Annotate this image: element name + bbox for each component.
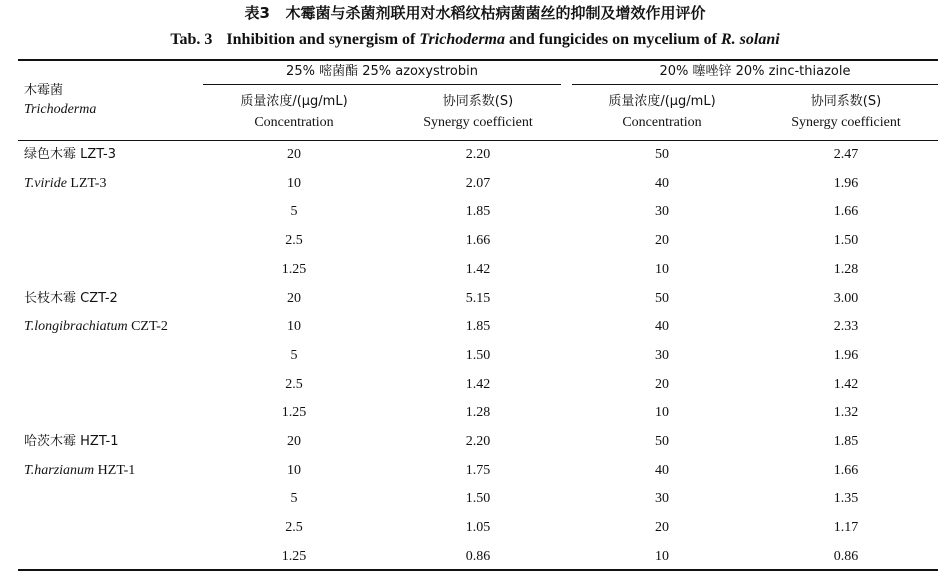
group-b-underline [572,84,938,85]
table-bottom-rule [18,569,938,571]
cell-azoxystrobin-concentration: 10 [287,319,301,334]
cell-azoxystrobin-concentration: 1.25 [281,405,307,420]
caption-en-italic-1: Trichoderma [419,31,505,48]
group-a-underline [203,84,561,85]
cell-zinc-thiazole-concentration: 50 [655,434,669,449]
cell-azoxystrobin-synergy: 2.07 [465,176,491,191]
cell-zinc-thiazole-concentration: 40 [655,176,669,191]
cell-azoxystrobin-synergy: 1.05 [465,520,491,535]
cell-azoxystrobin-concentration: 5 [290,348,298,363]
subhead-a-conc-cn: 质量浓度/(μg/mL) [240,94,348,109]
cell-azoxystrobin-concentration: 2.5 [285,377,303,392]
cell-zinc-thiazole-synergy: 3.00 [833,291,859,306]
cell-azoxystrobin-concentration: 2.5 [285,233,303,248]
caption-en-text-2: and fungicides on mycelium of [504,31,721,48]
cell-azoxystrobin-synergy: 0.86 [465,549,491,564]
caption-cn-label: 表3 [244,4,270,22]
subhead-a-syn-en: Synergy coefficient [423,115,533,130]
cell-azoxystrobin-synergy: 1.50 [465,348,491,363]
cell-azoxystrobin-concentration: 5 [290,491,298,506]
cell-zinc-thiazole-synergy: 1.66 [833,463,859,478]
cell-zinc-thiazole-concentration: 30 [655,348,669,363]
cell-zinc-thiazole-concentration: 50 [655,147,669,162]
cell-zinc-thiazole-synergy: 1.42 [833,377,859,392]
cell-azoxystrobin-synergy: 1.85 [465,204,491,219]
caption-cn-text: 木霉菌与杀菌剂联用对水稻纹枯病菌菌丝的抑制及增效作用评价 [285,4,706,22]
row-label: 哈茨木霉 HZT-1 [24,434,119,449]
row-label-strain: HZT-1 [94,463,136,478]
row-label-species: T.harzianum [24,463,95,478]
cell-azoxystrobin-concentration: 20 [287,291,301,306]
caption-en-italic-2: R. solani [721,31,780,48]
cell-azoxystrobin-synergy: 1.42 [465,377,491,392]
cell-zinc-thiazole-concentration: 20 [655,377,669,392]
cell-azoxystrobin-concentration: 10 [287,176,301,191]
cell-zinc-thiazole-concentration: 10 [655,405,669,420]
cell-zinc-thiazole-concentration: 20 [655,233,669,248]
cell-zinc-thiazole-synergy: 1.66 [833,204,859,219]
cell-zinc-thiazole-synergy: 1.85 [833,434,859,449]
group-head-azoxystrobin: 25% 嘧菌酯 25% azoxystrobin [286,64,478,79]
cell-zinc-thiazole-synergy: 1.50 [833,233,859,248]
cell-azoxystrobin-concentration: 10 [287,463,301,478]
row-header-en: Trichoderma [24,102,97,117]
cell-azoxystrobin-synergy: 1.66 [465,233,491,248]
subhead-a-conc-en: Concentration [254,115,334,130]
table-top-rule [18,59,938,61]
cell-zinc-thiazole-synergy: 1.96 [833,348,859,363]
row-header-cn: 木霉菌 [24,83,64,98]
header-bottom-rule [18,140,938,141]
cell-azoxystrobin-concentration: 1.25 [281,262,307,277]
subhead-b-syn-en: Synergy coefficient [791,115,901,130]
table-caption-cn [0,4,950,22]
cell-azoxystrobin-synergy: 1.28 [465,405,491,420]
caption-en-label: Tab. 3 [170,31,213,48]
table-caption-en [0,30,950,49]
row-label [24,463,135,479]
cell-azoxystrobin-concentration: 20 [287,147,301,162]
cell-zinc-thiazole-concentration: 40 [655,319,669,334]
cell-azoxystrobin-concentration: 20 [287,434,301,449]
cell-azoxystrobin-concentration: 5 [290,204,298,219]
row-label-strain: CZT-2 [127,319,168,334]
cell-zinc-thiazole-concentration: 30 [655,491,669,506]
cell-zinc-thiazole-synergy: 2.33 [833,319,859,334]
row-label-species: T.viride [24,176,67,191]
cell-zinc-thiazole-concentration: 10 [655,262,669,277]
cell-zinc-thiazole-concentration: 20 [655,520,669,535]
cell-zinc-thiazole-synergy: 1.35 [833,491,859,506]
row-label-strain: LZT-3 [66,176,107,191]
row-label-species: T.longibrachiatum [24,319,128,334]
cell-zinc-thiazole-concentration: 30 [655,204,669,219]
cell-zinc-thiazole-synergy: 2.47 [833,147,859,162]
row-label: 长枝木霉 CZT-2 [24,291,118,306]
cell-azoxystrobin-synergy: 2.20 [465,147,491,162]
row-label [24,319,168,335]
cell-azoxystrobin-synergy: 5.15 [465,291,491,306]
cell-zinc-thiazole-synergy: 0.86 [833,549,859,564]
cell-azoxystrobin-synergy: 1.42 [465,262,491,277]
cell-zinc-thiazole-synergy: 1.28 [833,262,859,277]
cell-azoxystrobin-synergy: 2.20 [465,434,491,449]
subhead-b-syn-cn: 协同系数(S) [810,94,882,109]
cell-azoxystrobin-synergy: 1.75 [465,463,491,478]
subhead-a-syn-cn: 协同系数(S) [442,94,514,109]
cell-azoxystrobin-concentration: 1.25 [281,549,307,564]
cell-zinc-thiazole-synergy: 1.17 [833,520,859,535]
cell-azoxystrobin-synergy: 1.85 [465,319,491,334]
row-label: 绿色木霉 LZT-3 [24,147,116,162]
group-head-zinc-thiazole: 20% 噻唑锌 20% zinc-thiazole [659,64,851,79]
cell-zinc-thiazole-concentration: 40 [655,463,669,478]
cell-zinc-thiazole-concentration: 50 [655,291,669,306]
subhead-b-conc-cn: 质量浓度/(μg/mL) [608,94,716,109]
cell-zinc-thiazole-concentration: 10 [655,549,669,564]
cell-azoxystrobin-synergy: 1.50 [465,491,491,506]
subhead-b-conc-en: Concentration [622,115,702,130]
cell-azoxystrobin-concentration: 2.5 [285,520,303,535]
cell-zinc-thiazole-synergy: 1.32 [833,405,859,420]
cell-zinc-thiazole-synergy: 1.96 [833,176,859,191]
row-label [24,176,106,192]
caption-en-text-1: Inhibition and synergism of [226,31,420,48]
